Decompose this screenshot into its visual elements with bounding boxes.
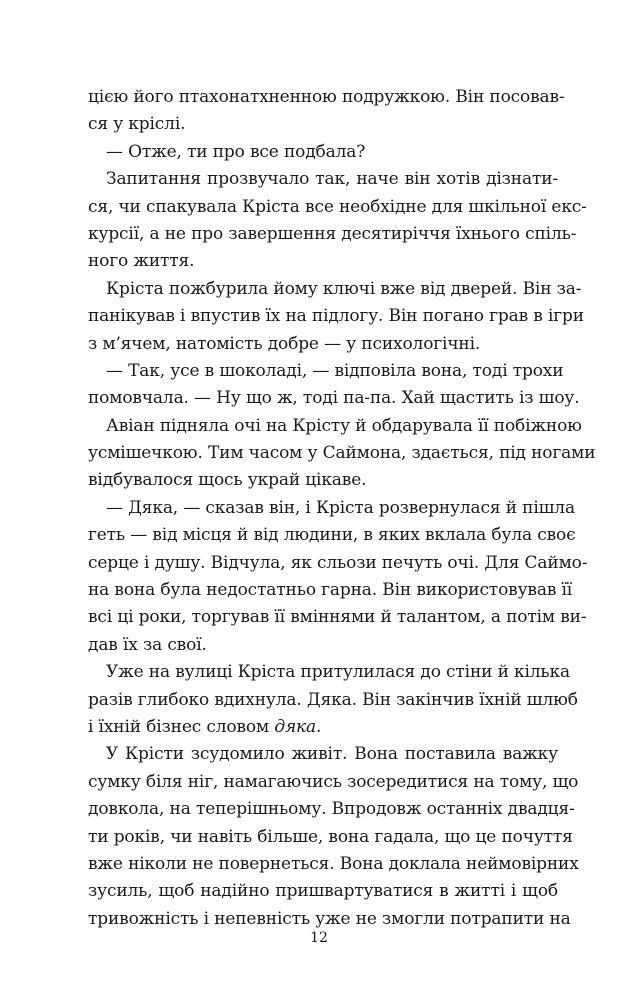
text-line: зусиль, щоб надійно пришвартуватися в житті і щоб [88, 881, 558, 902]
text-line: цією його птахонатхненною подружкою. Він посовав- [88, 87, 565, 107]
text-line: тривожність і непевність уже не змогли потрапити на [88, 908, 571, 929]
text-line: Кріста пожбурила йому ключі вже від дверей. Він за- [106, 278, 582, 299]
text-line: Уже на вулиці Кріста притулилася до стіни й кілька [106, 662, 570, 683]
text-line: довкола, на теперішньому. Впродовж останніх двадця- [88, 799, 575, 820]
text-line: дав їх за свої. [88, 634, 207, 655]
italic-word: дяка [274, 716, 317, 737]
text-line: серце і душу. Відчула, як сльози печуть очі. Для Саймо- [88, 552, 588, 573]
text-line: всі ці роки, торгував її вміннями й талантом, а потім ви- [88, 607, 587, 628]
text-line: У Крісти зсудомило живіт. Вона поставила важку [106, 744, 558, 765]
text-line: ного життя. [88, 251, 195, 272]
text-line: на вона була недостатньо гарна. Він використовував її [88, 580, 573, 601]
text-line: разів глибоко вдихнула. Дяка. Він закінчив їхній шлюб [88, 689, 578, 710]
text-line: — Отже, ти про все подбала? [106, 141, 366, 162]
text-line: — Дяка, — сказав він, і Кріста розвернулася й пішла [106, 497, 575, 518]
text-line: усмішечкою. Тим часом у Саймона, здається, під ногами [88, 443, 596, 464]
text-line: відбувалося щось украй цікаве. [88, 470, 367, 491]
text-line: панікував і впустив їх на підлогу. Він погано грав в ігри [88, 306, 584, 327]
text-line: геть — від місця й від людини, в яких вклала була своє [88, 525, 576, 546]
text-segment: . [316, 716, 322, 737]
text-line: вже ніколи не повернеться. Вона доклала неймовірних [88, 853, 579, 874]
text-line: — Так, усе в шоколаді, — відповіла вона, тоді трохи [106, 360, 564, 381]
text-line: з м’ячем, натомість добре — у психологічні. [88, 333, 481, 354]
text-line: сумку біля ніг, намагаючись зосередитися на тому, що [88, 771, 579, 792]
text-line: Запитання прозвучало так, наче він хотів дізнати- [106, 169, 558, 190]
text-segment: і їхній бізнес словом [88, 716, 275, 737]
text-line: курсії, а не про завершення десятиріччя їхнього спіль- [88, 223, 577, 244]
book-page-text [88, 84, 596, 933]
text-line: ся, чи спакувала Кріста все необхідне для шкільної екс- [88, 196, 587, 217]
text-line: ся у кріслі. [88, 114, 186, 135]
text-line [88, 714, 558, 741]
text-line: ти років, чи навіть більше, вона гадала, що це почуття [88, 826, 573, 847]
page-number: 12 [310, 930, 328, 946]
text-line: помовчала. — Ну що ж, тоді па-па. Хай щастить із шоу. [88, 388, 580, 409]
text-line: Авіан підняла очі на Крісту й обдарувала її побіжною [106, 415, 582, 436]
